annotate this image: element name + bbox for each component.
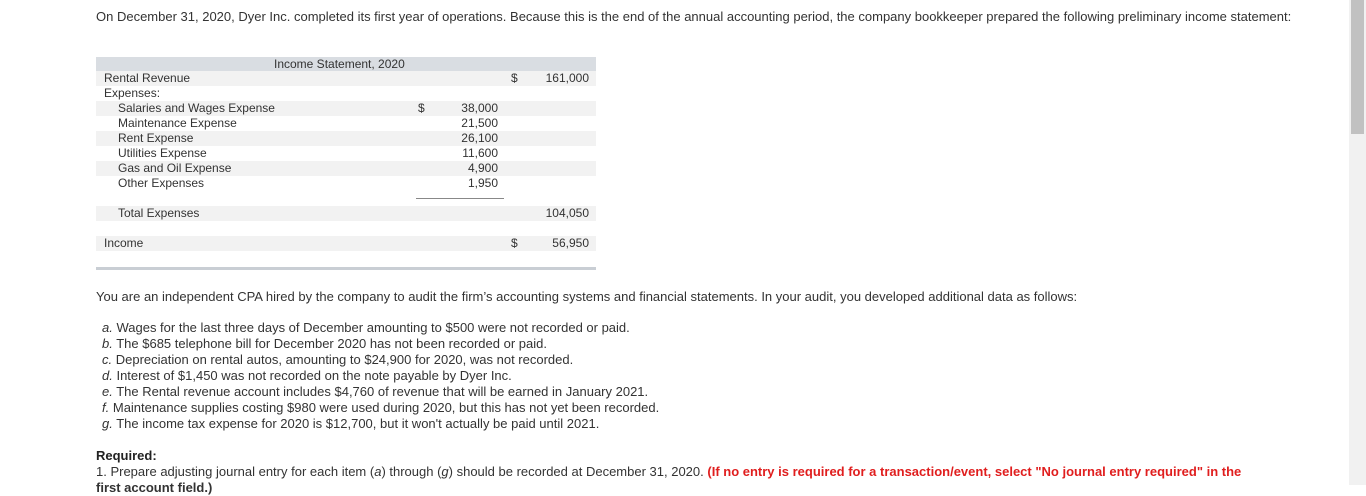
expense-value: 21,500 — [461, 116, 498, 130]
expense-value: 4,900 — [467, 161, 498, 175]
expense-label: Gas and Oil Expense — [118, 161, 232, 175]
subtotal-rule — [416, 198, 504, 199]
audit-intro-text: You are an independent CPA hired by the company to audit the firm’s accounting systems and financial statements. In your audit, you developed additional data as follows: — [96, 289, 1078, 304]
item-text: Depreciation on rental autos, amounting to $24,900 for 2020, was not recorded. — [115, 352, 574, 367]
table-row — [96, 116, 596, 131]
required-letter: g — [441, 464, 449, 479]
required-letter: a — [374, 464, 382, 479]
item-letter: c. — [102, 352, 113, 367]
statement-title-bar — [96, 57, 596, 71]
required-text: ) through ( — [381, 464, 442, 479]
table-row-total-expenses — [96, 206, 596, 221]
expense-label: Other Expenses — [118, 176, 205, 190]
table-row — [96, 101, 596, 116]
expense-value: 11,600 — [462, 146, 498, 160]
currency-symbol: $ — [418, 101, 425, 115]
total-expenses-label: Total Expenses — [118, 206, 200, 220]
item-letter: f. — [102, 400, 110, 415]
table-row — [96, 161, 596, 176]
list-item — [102, 320, 659, 336]
item-letter: b. — [102, 336, 113, 351]
expense-value: 26,100 — [461, 131, 498, 145]
item-text: Interest of $1,450 was not recorded on the note payable by Dyer Inc. — [116, 368, 512, 383]
list-item — [102, 384, 659, 400]
currency-symbol: $ — [511, 71, 518, 85]
required-heading: Required: — [96, 448, 157, 463]
vertical-scrollbar[interactable] — [1349, 0, 1366, 485]
list-item — [102, 352, 659, 368]
item-text: The Rental revenue account includes $4,760 of revenue that will be earned in January 2021. — [116, 384, 649, 399]
expense-label: Rent Expense — [118, 131, 194, 145]
item-text: Maintenance supplies costing $980 were used during 2020, but this has not yet been recorded. — [112, 400, 660, 415]
table-row-expenses-header — [96, 86, 596, 101]
audit-findings-list — [102, 320, 659, 432]
required-text: 1. Prepare adjusting journal entry for each item ( — [96, 464, 375, 479]
item-text: The $685 telephone bill for December 2020 has not been recorded or paid. — [116, 336, 547, 351]
item-letter: a. — [102, 320, 113, 335]
expense-label: Utilities Expense — [118, 146, 207, 160]
expenses-label: Expenses: — [104, 86, 161, 100]
statement-bottom-rule — [96, 267, 596, 270]
rental-revenue-value: 161,000 — [545, 71, 589, 85]
item-letter: g. — [102, 416, 113, 431]
table-row-rental-revenue — [96, 71, 596, 86]
table-row — [96, 176, 596, 191]
statement-title: Income Statement, 2020 — [274, 57, 405, 71]
problem-intro-text: On December 31, 2020, Dyer Inc. completed its first year of operations. Because this is the end of the annual accounting period, the company bookkeeper prepared the following preliminary income statement: — [96, 9, 1292, 24]
expense-value: 1,950 — [467, 176, 498, 190]
item-letter: e. — [102, 384, 113, 399]
table-row — [96, 131, 596, 146]
table-row — [96, 146, 596, 161]
rental-revenue-label: Rental Revenue — [104, 71, 191, 85]
item-text: The income tax expense for 2020 is $12,700, but it won't actually be paid until 2021. — [116, 416, 600, 431]
income-label: Income — [104, 236, 144, 250]
table-row-income — [96, 236, 596, 251]
total-expenses-value: 104,050 — [545, 206, 589, 220]
expense-value: 38,000 — [461, 101, 498, 115]
required-instruction-continued: first account field.) — [96, 480, 213, 495]
list-item — [102, 336, 659, 352]
scrollbar-thumb[interactable] — [1351, 0, 1364, 134]
income-statement-table — [96, 55, 596, 272]
list-item — [102, 368, 659, 384]
list-item — [102, 416, 659, 432]
income-value: 56,950 — [552, 236, 589, 250]
list-item — [102, 400, 659, 416]
required-instruction: (If no entry is required for a transaction/event, select "No journal entry required" in the — [707, 464, 1242, 479]
expense-label: Maintenance Expense — [118, 116, 237, 130]
required-text: ) should be recorded at December 31, 2020. — [448, 464, 708, 479]
required-part-1 — [96, 464, 1242, 495]
item-letter: d. — [102, 368, 113, 383]
item-text: Wages for the last three days of December amounting to $500 were not recorded or paid. — [116, 320, 630, 335]
currency-symbol: $ — [511, 236, 518, 250]
expense-label: Salaries and Wages Expense — [118, 101, 275, 115]
